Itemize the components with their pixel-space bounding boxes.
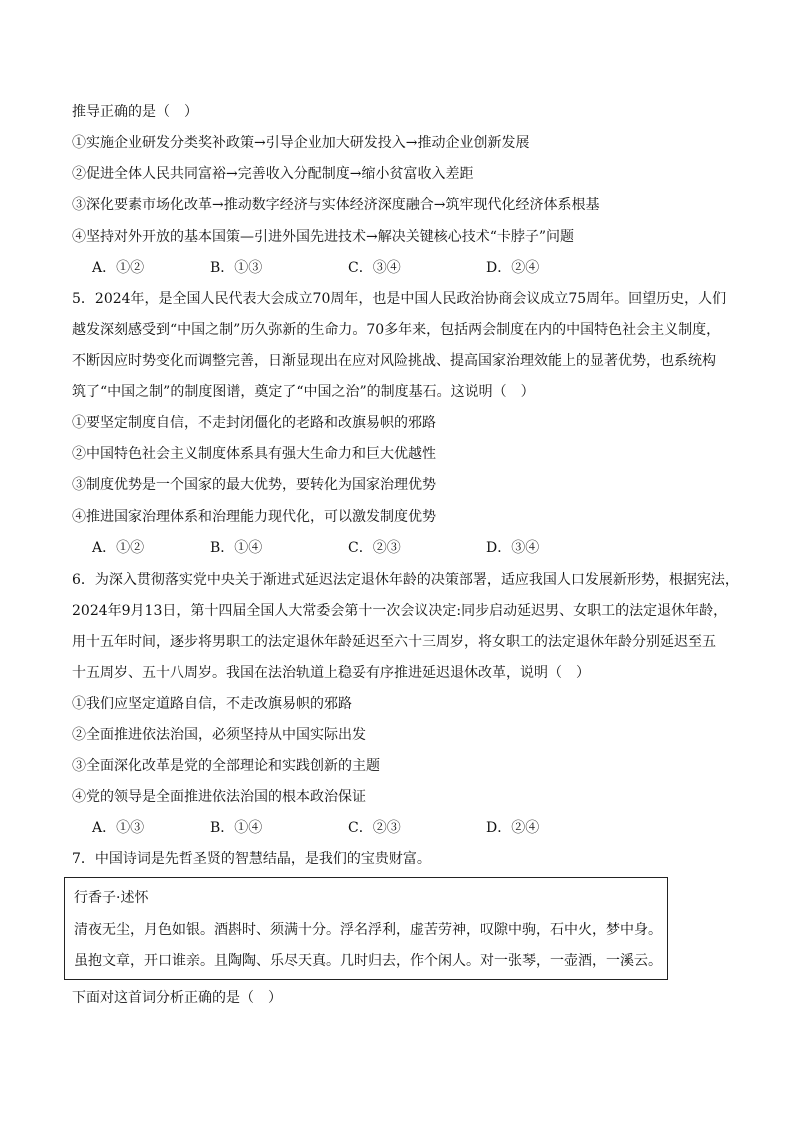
poem-line-2: 虽抱文章，开口谁亲。且陶陶、乐尽天真。几时归去，作个闲人。对一张琴，一壶酒，一溪云。 — [74, 953, 662, 969]
q7-stem: 7．中国诗词是先哲圣贤的智慧结晶，是我们的宝贵财富。 — [72, 851, 431, 867]
q4-option-b[interactable]: B．①③ — [210, 260, 263, 276]
q4-item-4: ④坚持对外开放的基本国策—引进外国先进技术→解决关键核心技术“卡脖子”问题 — [72, 229, 575, 245]
q6-stem-line-4: 十五周岁、五十八周岁。我国在法治轨道上稳妥有序推进延迟退休改革，说明（ ） — [72, 665, 590, 681]
q5-stem-line-1: 5．2024年，是全国人民代表大会成立70周年，也是中国人民政治协商会议成立75周年。回望历史，人们 — [72, 291, 727, 307]
q5-option-d[interactable]: D．③④ — [486, 540, 540, 556]
q4-item-1: ①实施企业研发分类奖补政策→引导企业加大研发投入→推动企业创新发展 — [72, 135, 530, 151]
q5-stem-line-2: 越发深刻感受到“中国之制”历久弥新的生命力。70多年来，包括两会制度在内的中国特色社会主义制度， — [72, 322, 721, 338]
q6-stem-line-1: 6．为深入贯彻落实党中央关于渐进式延迟法定退休年龄的决策部署，适应我国人口发展新形势，根据宪法， — [72, 572, 739, 588]
q5-stem-line-3: 不断因应时势变化而调整完善，日渐显现出在应对风险挑战、提高国家治理效能上的显著优势，也系统构 — [72, 353, 716, 369]
q5-item-2: ②中国特色社会主义制度体系具有强大生命力和巨大优越性 — [72, 446, 436, 462]
q6-item-4: ④党的领导是全面推进依法治国的根本政治保证 — [72, 789, 366, 805]
q6-item-3: ③全面深化改革是党的全部理论和实践创新的主题 — [72, 758, 380, 774]
q5-item-1: ①要坚定制度自信，不走封闭僵化的老路和改旗易帜的邪路 — [72, 415, 436, 431]
q6-item-2: ②全面推进依法治国，必须坚持从中国实际出发 — [72, 727, 366, 743]
q5-option-a[interactable]: A．①② — [92, 540, 145, 556]
q5-stem-line-4: 筑了“中国之制”的制度图谱，奠定了“中国之治”的制度基石。这说明（ ） — [72, 384, 535, 400]
q7-question: 下面对这首词分析正确的是（ ） — [72, 990, 282, 1006]
q4-stem-end: 推导正确的是（ ） — [72, 104, 198, 120]
q6-stem-line-2: 2024年9月13日，第十四届全国人大常委会第十一次会议决定:同步启动延迟男、女职工的法定退休年龄， — [72, 603, 728, 619]
q6-option-c[interactable]: C．②③ — [348, 820, 401, 836]
q5-option-b[interactable]: B．①④ — [210, 540, 263, 556]
q4-item-3: ③深化要素市场化改革→推动数字经济与实体经济深度融合→筑牢现代化经济体系根基 — [72, 197, 600, 213]
poem-box — [64, 877, 668, 980]
q6-option-a[interactable]: A．①③ — [92, 820, 145, 836]
q6-item-1: ①我们应坚定道路自信，不走改旗易帜的邪路 — [72, 696, 352, 712]
q4-option-d[interactable]: D．②④ — [486, 260, 540, 276]
q6-stem-line-3: 用十五年时间，逐步将男职工的法定退休年龄延迟至六十三周岁，将女职工的法定退休年龄分别延迟至五 — [72, 634, 716, 650]
q5-item-4: ④推进国家治理体系和治理能力现代化，可以激发制度优势 — [72, 509, 436, 525]
poem-title: 行香子·述怀 — [74, 890, 149, 906]
q4-option-a[interactable]: A．①② — [92, 260, 145, 276]
q6-option-d[interactable]: D．②④ — [486, 820, 540, 836]
q6-option-b[interactable]: B．①④ — [210, 820, 263, 836]
q5-option-c[interactable]: C．②③ — [348, 540, 401, 556]
q4-item-2: ②促进全体人民共同富裕→完善收入分配制度→缩小贫富收入差距 — [72, 166, 474, 182]
poem-line-1: 清夜无尘，月色如银。酒斟时、须满十分。浮名浮利，虚苦劳神，叹隙中驹，石中火，梦中身。 — [74, 922, 662, 938]
q4-option-c[interactable]: C．③④ — [348, 260, 401, 276]
q5-item-3: ③制度优势是一个国家的最大优势，要转化为国家治理优势 — [72, 477, 436, 493]
